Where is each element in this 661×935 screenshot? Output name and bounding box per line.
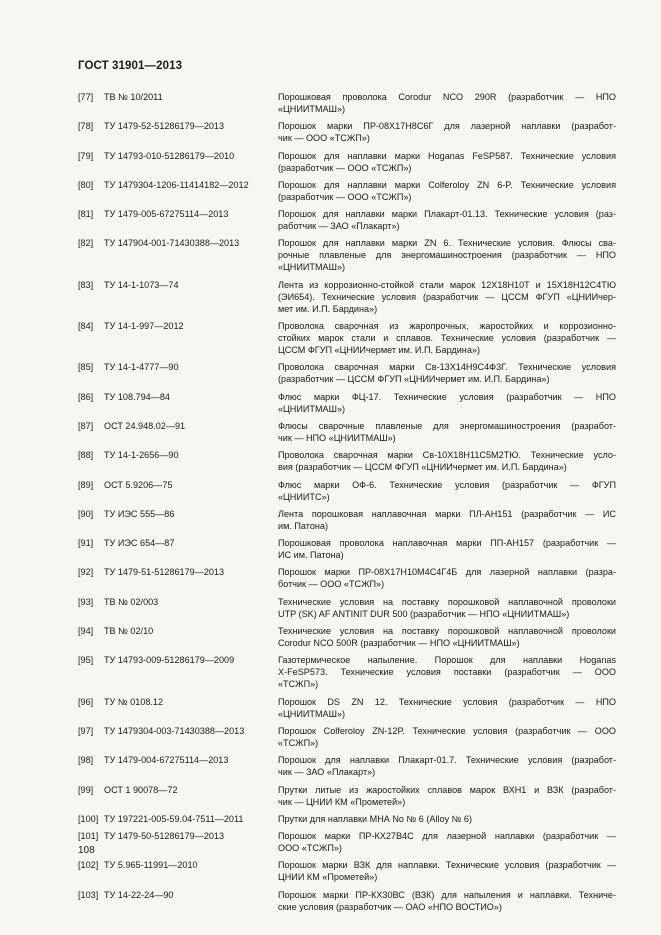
reference-item (78, 449, 616, 473)
reference-document-code: ТВ № 02/003 (104, 596, 159, 607)
reference-document-code: ТУ № 0108.12 (104, 696, 164, 707)
reference-item (78, 654, 616, 690)
description-line: стойких марок стали и сплавов. Технические условия (разработчик — (278, 333, 616, 344)
description-line: Газотермическое напыление. Порошок для наплавки Hoganas (278, 655, 616, 666)
reference-item (78, 320, 616, 356)
reference-number: [87] (78, 420, 94, 431)
reference-number: [100] (78, 813, 99, 824)
reference-number: [81] (78, 209, 94, 220)
description-line: рочные плавленые для энергомашиностроения (разработчик — НПО (278, 250, 616, 261)
reference-item (78, 784, 616, 808)
reference-number: [103] (78, 889, 99, 900)
reference-document-code: ТУ 1479-005-67275114—2013 (104, 209, 229, 220)
reference-document-code: ТУ 5.965-11991—2010 (104, 860, 198, 871)
reference-number: [97] (78, 725, 94, 736)
reference-document-code: ТУ 14-1-997—2012 (104, 321, 184, 332)
reference-number: [80] (78, 179, 94, 190)
reference-item (78, 391, 616, 415)
description-line: Порошковая проволока наплавочная марки ПП-АН157 (разработчик — (278, 538, 616, 549)
description-line: Порошок Colferoloy ZN-12P. Технические условия (разработчик — ООО (278, 725, 616, 736)
reference-item (78, 508, 616, 532)
reference-item (78, 889, 616, 913)
reference-number: [94] (78, 626, 94, 637)
reference-description (278, 420, 616, 444)
description-line: UTP (SK) AF ANTINIT DUR 500 (разработчик — НПО «ЦНИИТМАШ») (278, 608, 570, 619)
reference-document-code: ТУ 1479-51-51286179—2013 (104, 567, 225, 578)
description-line: Лента порошковая наплавочная марки ПЛ-АН151 (разработчик — ИС (278, 508, 616, 519)
description-line: Флюсы сварочные плавленые для энергомашиностроения (разработ- (278, 420, 616, 431)
reference-number: [90] (78, 508, 94, 519)
reference-description (278, 725, 616, 749)
reference-document-code: ТУ 1479304-003-71430388—2013 (104, 725, 245, 736)
reference-number: [96] (78, 696, 94, 707)
reference-item (78, 566, 616, 590)
reference-number: [91] (78, 538, 94, 549)
description-line: «ЦНИИТМАШ») (278, 262, 346, 273)
reference-item (78, 813, 616, 825)
reference-description (278, 279, 616, 315)
page-number: 108 (78, 845, 95, 856)
reference-description (278, 830, 616, 854)
description-line: Лента из коррозионно-стойкой стали марок 12Х18Н10Т и 15Х18Н12С4ТЮ (278, 279, 616, 290)
description-line: им. Патона) (278, 520, 329, 531)
reference-number: [86] (78, 391, 94, 402)
description-line: Порошок марки ПР-08Х17Н8С6Г для лазерной наплавки (разработ- (278, 121, 616, 132)
reference-number: [95] (78, 655, 94, 666)
description-line: Технические условия на поставку порошковой наплавочной проволоки (278, 596, 616, 607)
description-line: (разработчик — ООО «ТСЖП») (278, 191, 412, 202)
reference-item (78, 237, 616, 273)
description-line: «ЦНИИТМАШ») (278, 403, 346, 414)
description-line: Флюс марки ОФ-6. Технические условия (разработчик — ФГУП (278, 479, 616, 490)
reference-description (278, 696, 616, 720)
description-line: Порошок для наплавки марки Hoganas FeSP587. Технические условия (278, 150, 616, 161)
reference-item (78, 279, 616, 315)
reference-description (278, 320, 616, 356)
reference-document-code: ОСТ 24.948.02—91 (104, 420, 186, 431)
description-line: «ТСЖП») (278, 679, 319, 690)
description-line: чик — ЗАО «Плакарт») (278, 767, 376, 778)
reference-document-code: ТУ ИЭС 555—86 (104, 508, 175, 519)
reference-description (278, 625, 616, 649)
reference-document-code: ОСТ 1 90078—72 (104, 784, 178, 795)
reference-item (78, 696, 616, 720)
description-line: Порошок DS ZN 12. Технические условия (разработчик — НПО (278, 696, 616, 707)
reference-document-code: ТУ 1479-52-51286179—2013 (104, 121, 225, 132)
description-line: ООО «ТСЖП») (278, 843, 342, 854)
reference-description (278, 889, 616, 913)
reference-description (278, 479, 616, 503)
reference-document-code: ТУ 14-22-24—90 (104, 889, 174, 900)
reference-document-code: ТУ ИЭС 654—87 (104, 538, 175, 549)
description-line: Проволока сварочная из жаропрочных, жаростойких и коррозионно- (278, 321, 616, 332)
reference-item (78, 179, 616, 203)
description-line: (ЭИ654). Технические условия (разработчик — ЦССМ ФГУП «ЦНИИчер- (278, 291, 616, 302)
reference-description (278, 179, 616, 203)
description-line: чик — ООО «ТСЖП») (278, 133, 370, 144)
reference-item (78, 596, 616, 620)
reference-description (278, 813, 616, 825)
reference-number: [83] (78, 279, 94, 290)
reference-document-code: ТУ 108.794—84 (104, 391, 170, 402)
reference-document-code: ТУ 1479-004-67275114—2013 (104, 755, 229, 766)
reference-description (278, 150, 616, 174)
description-line: «ЦНИИТМАШ») (278, 708, 346, 719)
reference-number: [93] (78, 596, 94, 607)
description-line: Порошковая проволока Corodur NCO 290R (разработчик — НПО (278, 92, 616, 102)
reference-document-code: ТУ 14793-010-51286179—2010 (104, 150, 235, 161)
reference-number: [84] (78, 321, 94, 332)
reference-number: [99] (78, 784, 94, 795)
reference-description (278, 566, 616, 590)
reference-description (278, 391, 616, 415)
description-line: Проволока сварочная марки Св-13Х14Н9С4Ф3Г. Технические условия (278, 362, 616, 373)
reference-item (78, 754, 616, 778)
reference-description (278, 784, 616, 808)
reference-description (278, 754, 616, 778)
description-line: ЦНИИ КМ «Прометей») (278, 872, 378, 883)
description-line: чик — ЦНИИ КМ «Прометей») (278, 796, 406, 807)
reference-item (78, 537, 616, 561)
reference-item (78, 625, 616, 649)
reference-description (278, 859, 616, 883)
reference-item (78, 91, 616, 115)
reference-item (78, 420, 616, 444)
reference-document-code: ТУ 14-1-2656—90 (104, 450, 179, 461)
reference-number: [89] (78, 479, 94, 490)
description-line: ЦССМ ФГУП «ЦНИИчермет им. И.П. Бардина») (278, 345, 480, 356)
description-line: Порошок для наплавки марки Плакарт-01.13. Технические условия (раз- (278, 209, 616, 220)
reference-number: [77] (78, 92, 94, 102)
description-line: ские условия (разработчик — ОАО «НПО ВОСТИО») (278, 901, 502, 912)
reference-description (278, 508, 616, 532)
description-line: работчик — ЗАО «Плакарт») (278, 221, 400, 232)
reference-description (278, 654, 616, 690)
description-line: (разработчик — ООО «ТСЖП») (278, 162, 412, 173)
description-line: ботчик — ООО «ТСЖП») (278, 579, 385, 590)
description-line: Порошок марки ПР-КХ27В4С для лазерной наплавки (разработчик — (278, 831, 616, 842)
reference-description (278, 449, 616, 473)
document-header: ГОСТ 31901—2013 (78, 60, 183, 72)
description-line: (разработчик — ЦССМ ФГУП «ЦНИИчермет им. И.П. Бардина») (278, 374, 550, 385)
description-line: Флюс марки ФЦ-17. Технические условия (разработчик — НПО (278, 391, 616, 402)
reference-document-code: ТУ 14793-009-51286179—2009 (104, 655, 235, 666)
reference-document-code: ТУ 1479304-1206-11414182—2012 (104, 179, 249, 190)
reference-number: [98] (78, 755, 94, 766)
description-line: Технические условия на поставку порошковой наплавочной проволоки (278, 626, 616, 637)
description-line: Проволока сварочная марки Св-10Х18Н11С5М2ТЮ. Технические усло- (278, 450, 616, 461)
description-line: вия (разработчик — ЦССМ ФГУП «ЦНИИчермет им. И.П. Бардина») (278, 462, 567, 473)
description-line: мет им. И.П. Бардина») (278, 303, 378, 314)
reference-item (78, 479, 616, 503)
reference-description (278, 91, 616, 115)
reference-document-code: ОСТ 5.9206—75 (104, 479, 173, 490)
reference-document-code: ТУ 1479-50-51286179—2013 (104, 831, 225, 842)
description-line: «ЦНИИТС») (278, 491, 330, 502)
reference-number: [79] (78, 150, 94, 161)
description-line: Порошок для наплавки Плакарт-01.7. Технические условия (разработ- (278, 755, 616, 766)
reference-item (78, 361, 616, 385)
reference-item (78, 208, 616, 232)
reference-number: [82] (78, 238, 94, 249)
reference-item (78, 830, 616, 854)
description-line: Порошок марки ПР-08Х17Н10М4С4Г4Б для лазерной наплавки (разра- (278, 567, 616, 578)
reference-number: [92] (78, 567, 94, 578)
reference-number: [101] (78, 831, 99, 842)
reference-list (78, 91, 616, 918)
description-line: «ЦНИИТМАШ») (278, 104, 346, 114)
reference-item (78, 725, 616, 749)
reference-document-code: ТУ 14-1-1073—74 (104, 279, 179, 290)
reference-description (278, 361, 616, 385)
description-line: X-FeSP573. Технические условия поставки (разработчик — ООО (278, 667, 616, 678)
description-line: ИС им. Патона) (278, 550, 344, 561)
reference-item (78, 120, 616, 144)
reference-description (278, 537, 616, 561)
reference-number: [102] (78, 860, 99, 871)
reference-description (278, 208, 616, 232)
reference-number: [85] (78, 362, 94, 373)
description-line: Порошок марки ВЗК для наплавки. Технические условия (разработчик — (278, 860, 616, 871)
description-line: Порошок для наплавки марки ZN 6. Технические условия. Флюсы сва- (278, 238, 616, 249)
reference-item (78, 859, 616, 883)
reference-document-code: ТУ 14-1-4777—90 (104, 362, 179, 373)
reference-description (278, 596, 616, 620)
reference-item (78, 150, 616, 174)
description-line: Порошок марки ПР-КХ30ВС (ВЗК) для напыления и наплавки. Техниче- (278, 889, 616, 900)
reference-document-code: ТУ 147904-001-71430388—2013 (104, 238, 240, 249)
description-line: Прутки литые из жаростойких сплавов марок ВХН1 и ВЗК (разработ- (278, 784, 616, 795)
description-line: Corodur NCO 500R (разработчик — НПО «ЦНИИТМАШ») (278, 638, 520, 649)
description-line: чик — НПО «ЦНИИТМАШ») (278, 432, 396, 443)
reference-description (278, 237, 616, 273)
reference-document-code: ТВ № 10/2011 (104, 92, 163, 102)
description-line: «ТСЖП») (278, 737, 319, 748)
description-line: Порошок для наплавки марки Colferoloy ZN 6-P. Технические условия (278, 179, 616, 190)
reference-description (278, 120, 616, 144)
description-line: Прутки для наплавки МНА No № 6 (Alloy № 6) (278, 813, 473, 824)
reference-document-code: ТВ № 02/10 (104, 626, 154, 637)
reference-number: [88] (78, 450, 94, 461)
reference-document-code: ТУ 197221-005-59.04-7511—2011 (104, 813, 244, 824)
reference-number: [78] (78, 121, 94, 132)
